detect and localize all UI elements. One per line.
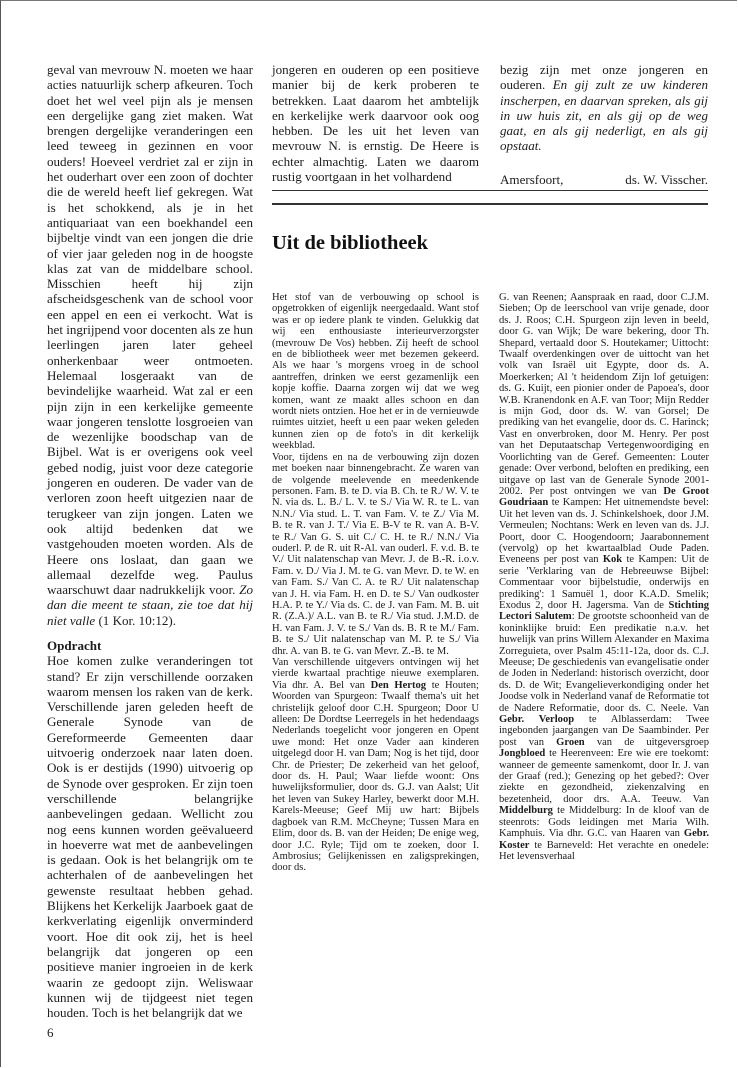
subheading-opdracht: Opdracht [47, 637, 102, 653]
section-title: Uit de bibliotheek [272, 232, 429, 254]
article-column-2 [272, 62, 479, 184]
signature [500, 172, 708, 187]
signature-name: ds. W. Visscher. [625, 171, 708, 187]
article-paragraph: bezig zijn met onze jongeren en ouderen. En gij zult ze uw kinderen inscherpen, en daarvan spreken, als gij in uw huis zit, en als gij op de weg gaat, en als gij nederligt, en als gij opstaat. [500, 62, 708, 154]
library-paragraph: Van verschillende uitgevers ontvingen wij het vierde kwartaal prachtige nieuwe exemplaren. Via dhr. A. Bel van Den Hertog te Houten; Woorden van Spurgeon: Twaalf thema's uit het christelijk geloof door C.H. Spurgeon; Door U alleen: De Dordtse Leerregels in het hedendaags Nederlands toegelicht voor jongeren en Opent uwe mond: Het onze Vader aan kinderen uitgelegd door H. van Dam; Nog is het tijd, door Chr. de Priester; De zekerheid van het geloof, door ds. H. Paul; Waar liefde woont: Ons huwelijksformulier, door ds. G.J. van Aalst; Uit het leven van Sukey Harley, bewerkt door M.H. Karels-Meeuse; Geef Mij uw hart: Bijbels dagboek van R.M. McCheyne; Tussen Mara en Elim, door ds. B. van der Heiden; De enige weg, door J.C. Ryle; Tijd om te zoeken, door I. Ambrosius; Gelijkenissen en zaligsprekingen, door ds. [272, 657, 479, 874]
signature-place: Amersfoort, [500, 171, 564, 187]
divider [272, 203, 708, 205]
divider [272, 190, 708, 191]
library-paragraph: G. van Reenen; Aanspraak en raad, door C.J.M. Sieben; Op de leerschool van vrije genade, door ds. J. Roos; C.H. Spurgeon zijn leven in beeld, door G. van Wijk; De ware bekering, door Th. Shepard, vertaald door S. Houtekamer; Uittocht: Twaalf overdenkingen over de uittocht van het volk van Israël uit Egypte, door ds. A. Moerkerken; Al 't heidendom Zijn lof getuigen: ds. G. Kuijt, een pionier onder de Papoea's, door W.B. Kranendonk en A.F. van Toor; Mijn Redder is mijn God, door ds. W. van Gorsel; De prediking van het evangelie, door ds. C. Harinck; Vast en onverbroken, door M. Henry. Per post van het Deputaatschap Vertegenwoordiging en Voorlichting van de Geref. Gemeenten: Louter genade: Over verbond, beloften en prediking, een uitgave op last van de Generale Synode 2001-2002. Per post ontvingen we van De Groot Goudriaan te Kampen: Het uitnemendste bevel: Uit het leven van ds. J. Schinkelshoek, door J.M. Vermeulen; Nochtans: Werk en leven van ds. J.J. Poort, door C. Hoogendoorn; Jaarabonnement (vervolg) op het kwartaalblad Oude Paden. Eveneens per post van Kok te Kampen: Uit de serie 'Verklaring van de Hebreeuwse Bijbel: Commentaar voor bijbelstudie, onderwijs en prediking': 1 Samuël 1, door K.A.D. Smelik; Exodus 2, door H. Jagersma. Van de Stichting Lectori Salutem: De grootste schoonheid van de koninklijke bruid: Een predikatie n.a.v. het huwelijk van prins Willem Alexander en Maxima Zorreguieta, over Psalm 45:11-12a, door ds. C.J. Meeuse; De geschiedenis van evangelisatie onder de Joden in Nederland: historisch overzicht, door ds. D. de Wit; Evangelieverkondiging onder het Joodse volk in Nederland vanaf de Reformatie tot de Nadere Reformatie, door ds. C. Neele. Van Gebr. Verloop te Alblasserdam: Twee ingebonden jaargangen van De Saambinder. Per post van Groen van de uitgeversgroep Jongbloed te Heerenveen: Ere wie ere toekomt: wanneer de gemeente samenkomt, door Ir. J. van der Graaf (red.); Genezing op het gebed?: Over ziekte en gezondheid, ziekenzalving en bezetenheid, door drs. A.A. Teeuw. Van Middelburg te Middelburg: In de kloof van de steenrots: Gods leidingen met Maria Wilh. Kamphuis. Via dhr. G.C. van Haaren van Gebr. Koster te Barneveld: Het verachte en onedele: Het levensverhaal [499, 292, 710, 862]
library-column-2 [499, 292, 709, 862]
library-paragraph: Het stof van de verbouwing op school is opgetrokken of eigenlijk neergedaald. Want stof was er op iedere plank te vinden. Gelukkig dat wij een enthousiaste interieurverzorgster (mevrouw De Vos) hebben. Zij heeft de school en de bibliotheek weer met bezemen gekeerd. Als we haar 's morgens vroeg in de school aantreffen, drinken we eerst gezamenlijk een kopje koffie. Daarna zorgen wij dat we weg komen, want ze maakt alles schoon en dan wordt niets ontzien. Hoe het er in de vernieuwde ruimtes uitziet, heeft u een paar weken geleden kunnen zien op de foto's in dit kerkelijk weekblad. [272, 292, 479, 452]
library-column-1 [272, 292, 479, 874]
article-paragraph: geval van mevrouw N. moeten we haar acties natuurlijk scherp afkeuren. Toch doet het wel veel pijn als je mensen een dergelijke gang ziet maken. Wat brengen dergelijke veranderingen een leed teweeg in gezinnen en voor ouders! Hoeveel verdriet zal er zijn in het ouderhart over een zoon of dochter die de wereld heeft lief gekregen. Wat is het schokkend, als je in het antiquariaat van een boekhandel een bijbeltje vindt van een jongen die drie of vier jaar geleden nog in de hoogste klas zat van de middelbare school. Misschien heeft hij zijn afscheidsgeschenk van de school voor een appel en een ei verkocht. Wat is het ingrijpend voor docenten als ze hun leerlingen jaren later geheel onherkenbaar weer ontmoeten. Helemaal losgeraakt van de bevindelijke waarheid. Wat zal er een pijn zijn in een kerkelijke gemeente waar jongeren tenslotte losgroeien van de wezenlijke boodschap van de Bijbel. Wat is er overigens ook veel gebed nodig, juist voor deze categorie jongeren en ouderen. De vader van de verloren zoon heeft uitgezien naar de terugkeer van zijn jongen. Laten we ook altijd bedenken dat we vastgehouden moeten worden. Als de Heere ons loslaat, dan gaan we allemaal dezelfde weg. Paulus waarschuwt daar nadrukkelijk voor. Zo dan die meent te staan, zie toe dat hij niet valle (1 Kor. 10:12). [47, 62, 253, 628]
article-column-1 [47, 62, 253, 1020]
article-paragraph: Hoe komen zulke veranderingen tot stand? Er zijn verschillende oorzaken waarom mensen los raken van de kerk. Verschillende jaren geleden heeft de Generale Synode van de Gereformeerde Gemeenten daar uitvoerig onderzoek naar laten doen. Ook is er destijds (1990) uitvoerig op de Synode over gesproken. Er zijn toen verschillende belangrijke aanbevelingen gedaan. Wellicht zou nog eens kunnen worden geëvalueerd in hoeverre wat met de aanbevelingen is gedaan. Ook is het belangrijk om te achterhalen of de aanbevelingen het gewenste resultaat hebben gehad. Blijkens het Kerkelijk Jaarboek gaat de kerkverlating eigenlijk onverminderd voort. Hoe dit ook zij, het is heel belangrijk dat jongeren op een positieve manier ingroeien in de kerk waarin ze gedoopt zijn. Weliswaar kunnen wij de tijdgeest niet tegen houden. Toch is het belangrijk dat we [47, 653, 253, 1021]
page-number: 6 [47, 1025, 54, 1040]
article-column-3 [500, 62, 708, 187]
article-paragraph: jongeren en ouderen op een positieve manier bij de kerk proberen te betrekken. Laat daarom het ambtelijk en kerkelijke werk daarvoor ook oog hebben. De les uit het leven van mevrouw N. is ernstig. De Heere is echter almachtig. Laten we daarom rustig voortgaan in het volhardend [272, 62, 479, 185]
library-paragraph: Voor, tijdens en na de verbouwing zijn dozen met boeken naar binnengebracht. Ze waren van de volgende meelevende en meedenkende personen. Fam. B. te D. via B. Ch. te R./ W. V. te N. via ds. L. B./ L. V. te S./ Via W. R. te L. van N.N./ Via stud. L. T. van Fam. V. te Z./ Via M. B. te R. van J. T./ Via E. B-V te R. van A. B-V. te R./ Van G. S. uit C./ C. H. te R./ N.N./ Via ouderl. P. de R. uit R-Al. van ouderl. F. v.d. B. te V./ Uit nalatenschap van Mevr. J. de B.-R. i.o.v. Fam. v. D./ Via J. M. te G. van Mevr. D. te W. en van Fam. S./ Van C. A. te R./ Uit nalatenschap van J. H. via Fam. H. en D. te S./ Van oudkoster H.A. P. te Y./ Via ds. C. de J. van Fam. M. B. uit R. (Z.A.)/ A.L. van B. te R./ Via stud. J.M.D. de H. van Fam. J. V. te S./ Van ds. B. R te M./ Fam. B. te S./ Uit nalatenschap van M. P. te S./ Via dhr. A. van B. te G. van Mevr. Z.-B. te M. [272, 451, 479, 657]
